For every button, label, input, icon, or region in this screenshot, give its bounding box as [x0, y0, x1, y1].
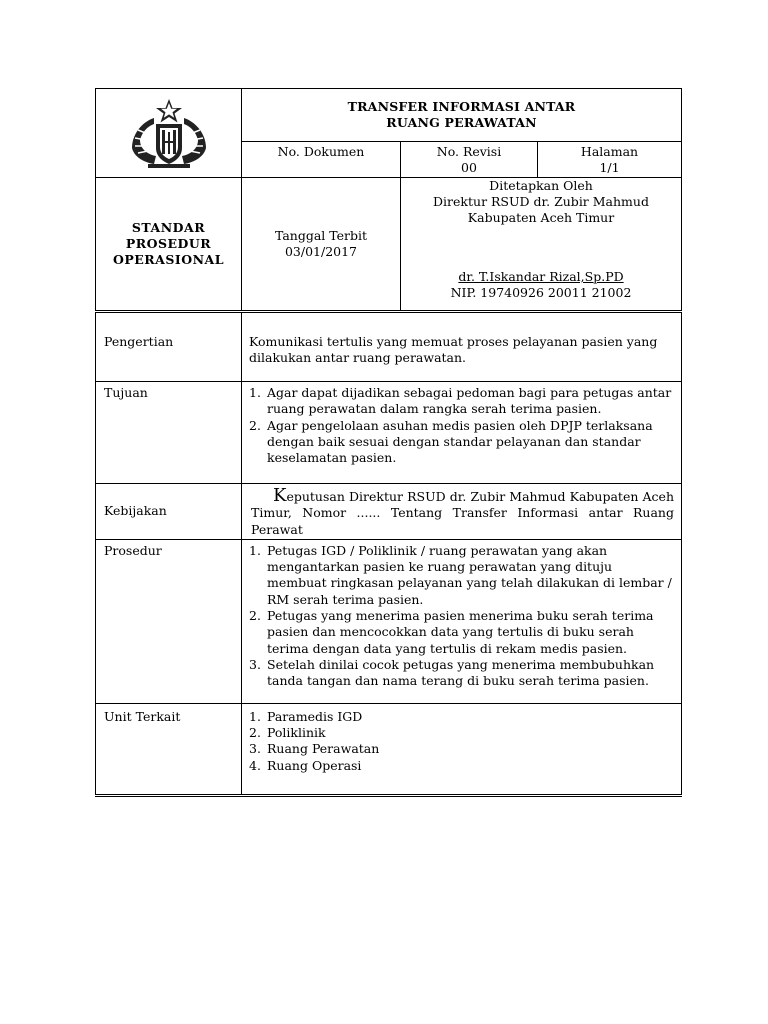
- approved-by-region: Kabupaten Aceh Timur: [467, 210, 615, 225]
- director-nip: NIP. 19740926 20011 21002: [450, 285, 632, 300]
- revision-value: 00: [461, 160, 477, 175]
- tujuan-list: [243, 383, 680, 466]
- unit-terkait-list: [243, 705, 680, 774]
- pengertian-content-cell: [242, 313, 682, 382]
- content-table: [95, 312, 682, 797]
- kebijakan-row: [96, 484, 682, 540]
- prosedur-content-cell: [242, 539, 682, 703]
- kebijakan-text: Keputusan Direktur RSUD dr. Zubir Mahmud Kabupaten Aceh Timur, Nomor ...... Tentang Transfer Informasi antar Ruang Perawat: [251, 485, 674, 537]
- list-item: 2. Agar pengelolaan asuhan medis pasien oleh DPJP terlaksana dengan baik sesuai dengan standar pelayanan dan standar keselamatan pasien.: [249, 417, 653, 466]
- approval-cell: [401, 178, 682, 311]
- title-line-1: TRANSFER INFORMASI ANTAR: [347, 99, 576, 114]
- list-item: 1. Petugas IGD / Poliklinik / ruang perawatan yang akan mengantarkan pasien ke ruang perawatan yang dituju membuat ringkasan pelayanan yang telah dilakukan di lembar / RM serah terima pasien.: [249, 542, 672, 607]
- page-value: 1/1: [599, 160, 620, 175]
- kebijakan-content-cell: [242, 484, 682, 540]
- list-item: 2. Poliklinik: [249, 725, 326, 741]
- sop-line-3: OPERASIONAL: [112, 252, 225, 267]
- sop-line-1: STANDAR: [131, 220, 206, 235]
- approved-by-label: Ditetapkan Oleh: [489, 178, 593, 193]
- doc-number-label: No. Dokumen: [277, 144, 365, 159]
- revision-label: No. Revisi: [436, 144, 502, 159]
- prosedur-list: [243, 541, 680, 690]
- unit-terkait-label-cell: [96, 703, 242, 795]
- director-name: dr. T.Iskandar Rizal,Sp.PD: [458, 269, 624, 284]
- list-item: 1. Paramedis IGD: [249, 708, 363, 724]
- issue-date-value: 03/01/2017: [284, 244, 358, 259]
- list-item: 4. Ruang Operasi: [249, 757, 362, 773]
- pengertian-label-cell: [96, 313, 242, 382]
- doc-number-cell: [242, 142, 401, 178]
- list-item: 3. Setelah dinilai cocok petugas yang menerima membubuhkan tanda tangan dan nama terang di buku serah terima pasien.: [249, 656, 655, 689]
- prosedur-row: [96, 539, 682, 703]
- sop-line-2: PROSEDUR: [125, 236, 212, 251]
- sop-label-cell: [96, 178, 242, 311]
- tujuan-row: [96, 382, 682, 484]
- logo-cell: [96, 89, 242, 178]
- prosedur-label-cell: [96, 539, 242, 703]
- list-item: 3. Ruang Perawatan: [249, 741, 380, 757]
- pengertian-text: Komunikasi tertulis yang memuat proses pelayanan pasien yang dilakukan antar ruang perawatan.: [249, 334, 658, 366]
- kebijakan-label: Kebijakan: [104, 503, 167, 518]
- pengertian-label: Pengertian: [104, 334, 174, 349]
- document-title: [242, 89, 682, 142]
- title-line-2: RUANG PERAWATAN: [386, 115, 537, 130]
- prosedur-label: Prosedur: [104, 542, 162, 558]
- approved-by-title: Direktur RSUD dr. Zubir Mahmud: [433, 194, 649, 209]
- unit-terkait-row: [96, 703, 682, 795]
- tujuan-content-cell: [242, 382, 682, 484]
- kebijakan-dropcap: K: [273, 485, 287, 506]
- emblem-logo-icon: [124, 96, 214, 170]
- page-label: Halaman: [580, 144, 639, 159]
- unit-terkait-content-cell: [242, 703, 682, 795]
- issue-date-cell: [242, 178, 401, 311]
- page-cell: [538, 142, 682, 178]
- list-item: 1. Agar dapat dijadikan sebagai pedoman bagi para petugas antar ruang perawatan dalam rangka serah terima pasien.: [249, 385, 672, 417]
- header-table: [95, 88, 682, 311]
- pengertian-row: [96, 313, 682, 382]
- tujuan-label: Tujuan: [104, 385, 148, 400]
- tujuan-label-cell: [96, 382, 242, 484]
- issue-date-label: Tanggal Terbit: [274, 228, 368, 243]
- revision-cell: [401, 142, 538, 178]
- unit-terkait-label: Unit Terkait: [104, 708, 181, 724]
- list-item: 2. Petugas yang menerima pasien menerima buku serah terima pasien dan mencocokkan data yang tertulis di buku serah terima dengan data yang tertulis di rekam medis pasien.: [249, 608, 654, 656]
- kebijakan-label-cell: [96, 484, 242, 540]
